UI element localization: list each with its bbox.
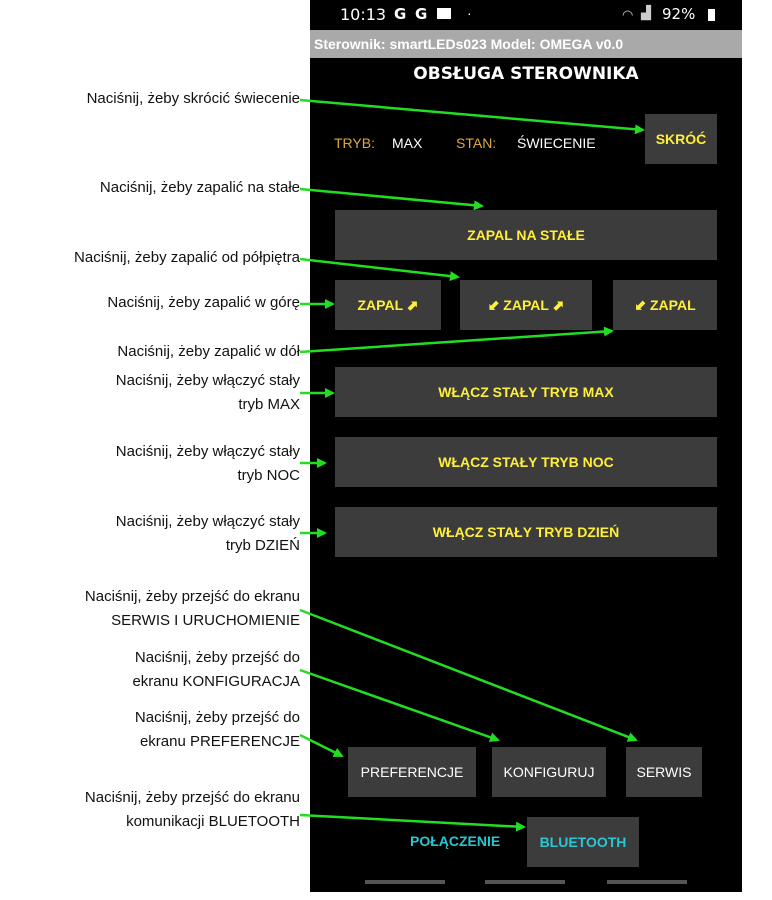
tryb-dzien-button[interactable]: WŁĄCZ STAŁY TRYB DZIEŃ [335, 507, 717, 557]
annotation-tryb-max: Naciśnij, żeby włączyć stały tryb MAX [115, 372, 300, 413]
stan-value: ŚWIECENIE [517, 135, 596, 151]
arrow-preferencje [300, 735, 342, 756]
stan-label: STAN: [456, 135, 497, 151]
zapal-w-dol-button[interactable]: ⬋ ZAPAL [613, 280, 717, 330]
arrow-konfiguracja [300, 670, 498, 740]
arrow-polpietro [300, 259, 458, 277]
annotation-w-dol: Naciśnij, żeby zapalić w dół [117, 343, 300, 360]
annotation-tryb-dzien: Naciśnij, żeby włączyć stały tryb DZIEŃ [115, 513, 300, 554]
preferencje-button[interactable]: PREFERENCJE [348, 747, 476, 797]
arrow-zapal-na-stale [300, 189, 482, 206]
arrow-w-dol [300, 331, 612, 352]
google-icon-2: G [415, 5, 428, 23]
tryb-max-button[interactable]: WŁĄCZ STAŁY TRYB MAX [335, 367, 717, 417]
annotation-polpietro: Naciśnij, żeby zapalić od półpiętra [74, 249, 300, 266]
signal-icon: ▟ [641, 5, 651, 20]
google-icon: G [394, 5, 407, 23]
arrow-bluetooth [300, 815, 524, 827]
annotation-preferencje: Naciśnij, żeby przejść do ekranu PREFERENCJE [134, 709, 300, 750]
arrow-serwis [300, 610, 636, 740]
tryb-label: TRYB: [334, 135, 375, 151]
bluetooth-button[interactable]: BLUETOOTH [527, 817, 639, 867]
zapal-w-gore-button[interactable]: ZAPAL ⬈ [335, 280, 441, 330]
tryb-noc-button[interactable]: WŁĄCZ STAŁY TRYB NOC [335, 437, 717, 487]
serwis-button[interactable]: SERWIS [626, 747, 702, 797]
annotation-bluetooth: Naciśnij, żeby przejść do ekranu komunikacji BLUETOOTH [84, 789, 300, 830]
wifi-icon: ◠ [622, 7, 634, 22]
annotation-serwis: Naciśnij, żeby przejść do ekranu SERWIS I URUCHOMIENIE [84, 588, 300, 629]
page-title: OBSŁUGA STEROWNIKA [413, 64, 639, 84]
battery-level: 92% [662, 5, 696, 23]
annotation-konfiguracja: Naciśnij, żeby przejść do ekranu KONFIGURACJA [132, 649, 300, 690]
app-title-bar: Sterownik: smartLEDs023 Model: OMEGA v0.0 [310, 30, 742, 58]
annotation-tryb-noc: Naciśnij, żeby włączyć stały tryb NOC [115, 443, 300, 484]
annotation-zapal-na-stale: Naciśnij, żeby zapalić na stałe [99, 179, 300, 196]
notification-dot: · [467, 5, 472, 21]
skroc-button[interactable]: SKRÓĆ [645, 114, 717, 164]
zapal-na-stale-button[interactable]: ZAPAL NA STAŁE [335, 210, 717, 260]
zapal-od-polpietra-button[interactable]: ⬋ ZAPAL ⬈ [460, 280, 592, 330]
arrow-skroc [300, 100, 643, 130]
connection-label: POŁĄCZENIE [410, 833, 501, 849]
tryb-value: MAX [392, 135, 423, 151]
annotation-skroc: Naciśnij, żeby skrócić świecenie [86, 90, 300, 107]
konfiguruj-button[interactable]: KONFIGURUJ [492, 747, 606, 797]
annotation-w-gore: Naciśnij, żeby zapalić w górę [107, 294, 300, 311]
status-time: 10:13 [340, 5, 387, 24]
